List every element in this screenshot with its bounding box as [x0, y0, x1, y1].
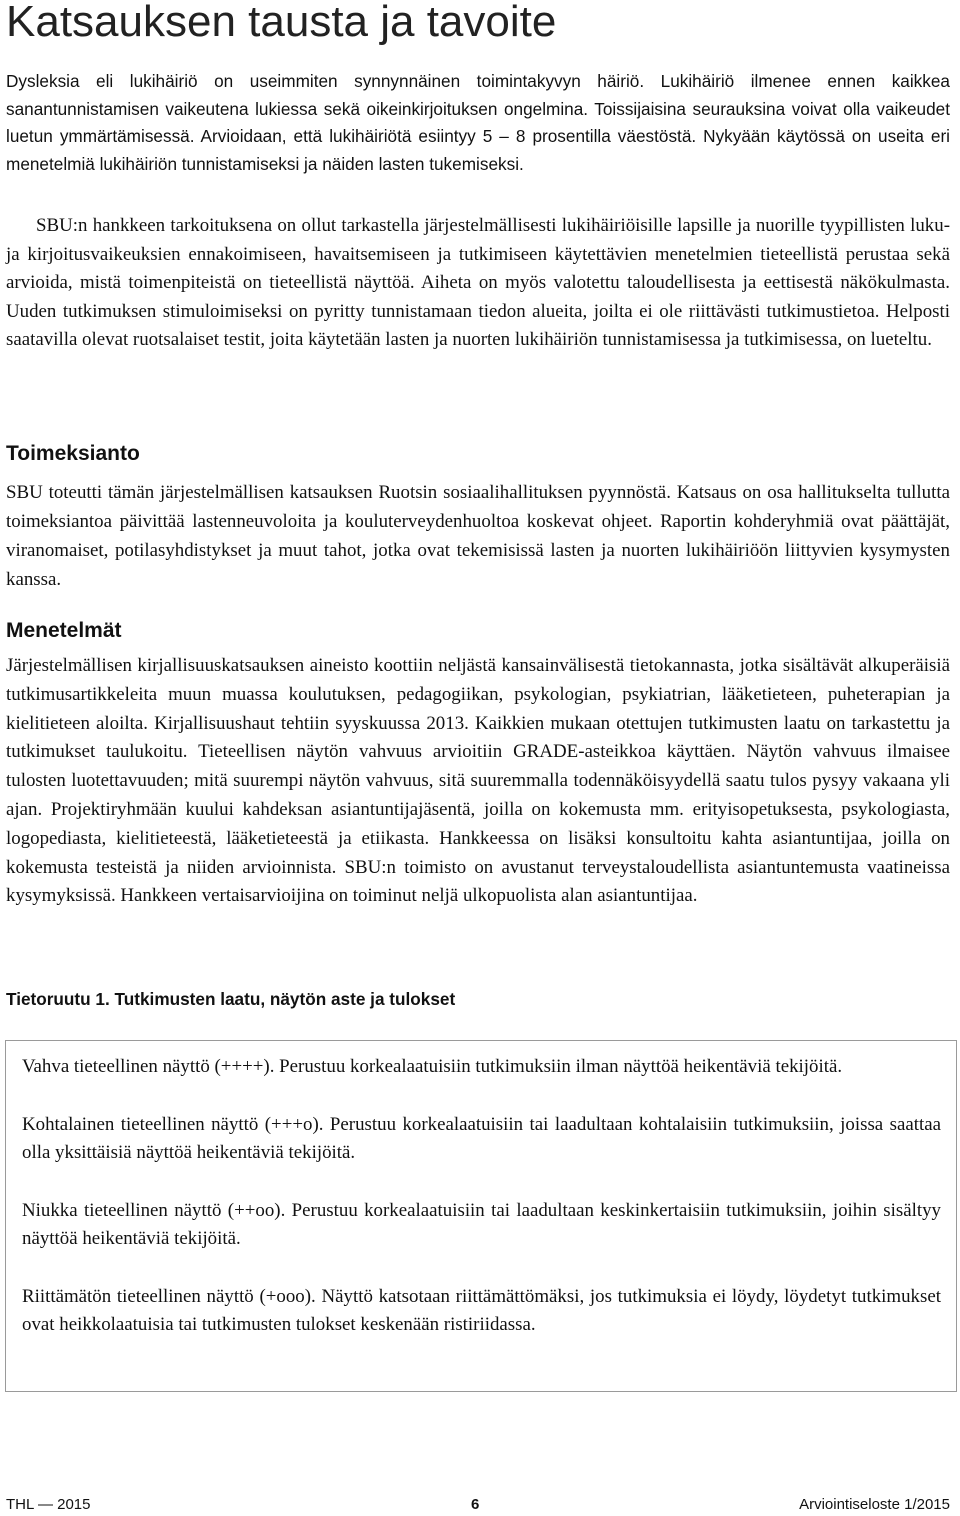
mandate-heading: Toimeksianto — [6, 442, 140, 465]
methods-heading: Menetelmät — [6, 619, 122, 642]
methods-paragraph: Järjestelmällisen kirjallisuuskatsauksen aineisto koottiin neljästä kansainvälisestä tietokannasta, jotka sisältävät alkuperäisiä tutkimusartikkeleita muun muassa koulutuksen, pedagogiikan, psykologian, psykiatrian, lääketieteen, puheterapian ja kielitieteen aloilta. Kirjallisuushaut tehtiin syyskuussa 2013. Kaikkien mukaan otettujen tutkimusten laatu on tarkastettu ja tutkimukset taulukoitu. Tieteellisen näytön vahvuus arvioitiin GRADE-asteikkoa käyttäen. Näytön vahvuus ilmaisee tulosten luotettavuuden; mitä suurempi näytön vahvuus, sitä suuremmalla todennäköisyydellä saatu tulos pysyy vakaana yli ajan. Projektiryhmään kuului kahdeksan asiantuntijajäsentä, joilla on kokemusta mm. erityisopetuksesta, psykologiasta, logopediasta, kielitieteestä, lääketieteestä ja etiikasta. Hankkeessa on lisäksi konsultoitu kahta asiantuntijaa, joilla on kokemusta testeistä ja niiden arvioinnista. SBU:n toimisto on avustanut terveystaloudellista asiantuntemusta vaatineissa kysymyksissä. Hankkeen vertaisarvioijina on toiminut neljä ulkopuolista alan asiantuntijaa. — [6, 655, 950, 907]
factbox-item-moderate: Kohtalainen tieteellinen näyttö (+++o). Perustuu korkealaatuisiin tai laadultaan kohtalaisiin tutkimuksiin, joissa saattaa olla yksittäisiä näyttöä heikentäviä tekijöitä. — [22, 1113, 941, 1163]
footer-page-number: 6 — [471, 1496, 480, 1513]
factbox-item-insufficient: Riittämätön tieteellinen näyttö (+ooo). Näyttö katsotaan riittämättömäksi, jos tutkimuksia ei löydy, löydetyt tutkimukset ovat heikkolaatuisia tai tutkimusten tulokset keskenään ristiriidassa. — [22, 1285, 941, 1335]
factbox-heading: Tietoruutu 1. Tutkimusten laatu, näytön aste ja tulokset — [6, 989, 456, 1009]
background-paragraph-2: SBU:n hankkeen tarkoituksena on ollut tarkastella järjestelmällisesti lukihäiriöisille lapsille ja nuorille tyypillisten luku- ja kirjoitusvaikeuksien ennakoimiseen, havaitsemiseen ja tutkimiseen käytettävien menetelmien tieteellistä perustaa sekä arvioida, mistä toimenpiteistä on tieteellistä näyttöä. Aiheta on myös valotettu taloudellisesta ja eettisestä näkökulmasta. Uuden tutkimuksen stimuloimiseksi on pyritty tunnistamaan tiedon alueita, joilta ei ole riittävästi tutkimustietoa. Helposti saatavilla olevat ruotsalaiset testit, joita käytetään lasten ja nuorten lukihäiriön tunnistamisessa ja tutkimisessa, on lueteltu. — [6, 215, 950, 351]
factbox-item-strong: Vahva tieteellinen näyttö (++++). Perustuu korkealaatuisiin tutkimuksiin ilman näyttöä heikentäviä tekijöitä. — [22, 1056, 843, 1077]
factbox — [5, 1040, 957, 1392]
footer-publisher: THL — 2015 — [6, 1496, 91, 1513]
page-footer — [6, 1496, 950, 1516]
mandate-paragraph: SBU toteutti tämän järjestelmällisen katsauksen Ruotsin sosiaalihallituksen pyynnöstä. Katsaus on osa hallitukselta tullutta toimeksiantoa päivittää lastenneuvoloita ja kouluterveydenhuoltoa koskevat ohjeet. Raportin kohderyhmiä ovat päättäjät, viranomaiset, potilasyhdistykset ja muut tahot, jotka ovat tekemisissä lasten ja nuorten lukihäiriöön liittyvien kysymysten kanssa. — [6, 482, 950, 590]
factbox-item-limited: Niukka tieteellinen näyttö (++oo). Perustuu korkealaatuisiin tai laadultaan keskinkertaisiin tutkimuksiin, joihin sisältyy näyttöä heikentäviä tekijöitä. — [22, 1199, 941, 1249]
background-paragraph-1: Dysleksia eli lukihäiriö on useimmiten synnynnäinen toimintakyvyn häiriö. Lukihäiriö ilmenee ennen kaikkea sanantunnistamisen vaikeutena lukiessa sekä oikeinkirjoituksen ongelmina. Toissijaisina seurauksina voivat olla vaikeudet luetun ymmärtämisessä. Arvioidaan, että lukihäiriötä esiintyy 5 – 8 prosentilla väestöstä. Nykyään käytössä on useita eri menetelmiä lukihäiriön tunnistamiseksi ja näiden lasten tukemiseksi. — [6, 71, 950, 174]
page-title: Katsauksen tausta ja tavoite — [6, 0, 557, 46]
footer-series: Arviointiseloste 1/2015 — [799, 1496, 950, 1513]
